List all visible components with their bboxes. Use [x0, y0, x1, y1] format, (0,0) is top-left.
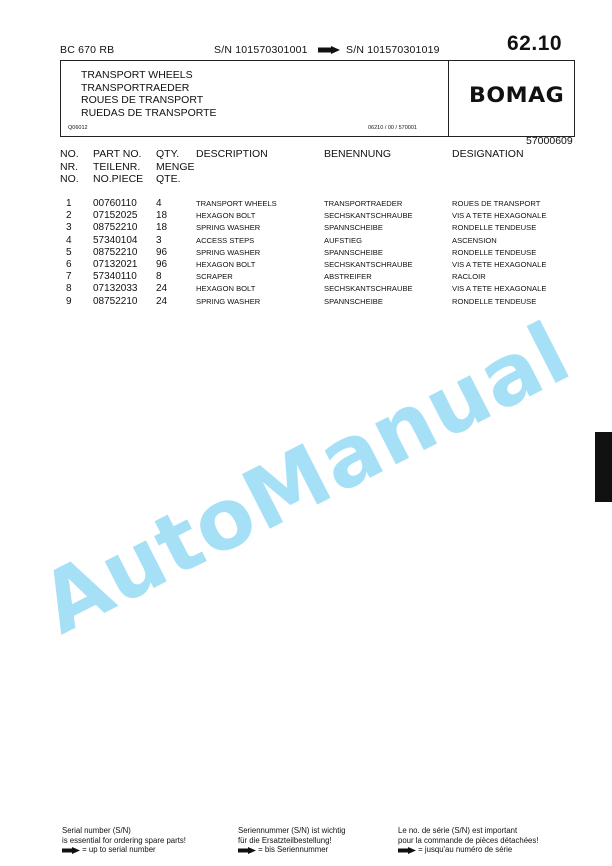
page-number: 62.10 [507, 32, 563, 55]
model-label: BC 670 RB [60, 44, 115, 56]
arrow-right-icon [318, 46, 340, 54]
reference-code: 06210 / 00 / 570001 [368, 125, 417, 131]
sn-from: S/N 101570301001 [214, 44, 308, 56]
col-part-header: PART NO. TEILENR. NO.PIECE [93, 148, 144, 185]
arrow-right-icon [398, 847, 416, 854]
col-designation-header: DESIGNATION [452, 148, 524, 160]
title-en: TRANSPORT WHEELS [81, 69, 193, 81]
section-tab [595, 432, 612, 502]
col-no-header: NO. NR. NO. [60, 148, 79, 185]
title-box [60, 60, 575, 137]
brand-logo: BOMAG [469, 83, 565, 107]
col-description-header: DESCRIPTION [196, 148, 268, 160]
footer-de: Seriennummer (S/N) ist wichtig für die Ersatzteilbestellung! = bis Seriennummer [238, 826, 346, 855]
title-de: TRANSPORTRAEDER [81, 81, 190, 94]
title-es: RUEDAS DE TRANSPORTE [81, 106, 217, 119]
col-qty-header: QTY. MENGE QTE. [156, 148, 195, 185]
sn-to: S/N 101570301019 [346, 44, 440, 56]
col-benennung-header: BENENNUNG [324, 148, 392, 160]
footer-fr: Le no. de série (S/N) est important pour la commande de pièces détachées! = jusqu'au numéro de série [398, 826, 539, 855]
document-number: 57000609 [526, 135, 573, 147]
watermark: AutoManual [25, 303, 586, 653]
title-fr: ROUES DE TRANSPORT [81, 94, 204, 107]
title-lines [81, 69, 217, 119]
arrow-right-icon [238, 847, 256, 854]
arrow-right-icon [62, 847, 80, 854]
title-divider [448, 61, 449, 136]
drawing-code: Q06012 [68, 125, 88, 131]
footer-en: Serial number (S/N) is essential for ordering spare parts! = up to serial number [62, 826, 186, 855]
